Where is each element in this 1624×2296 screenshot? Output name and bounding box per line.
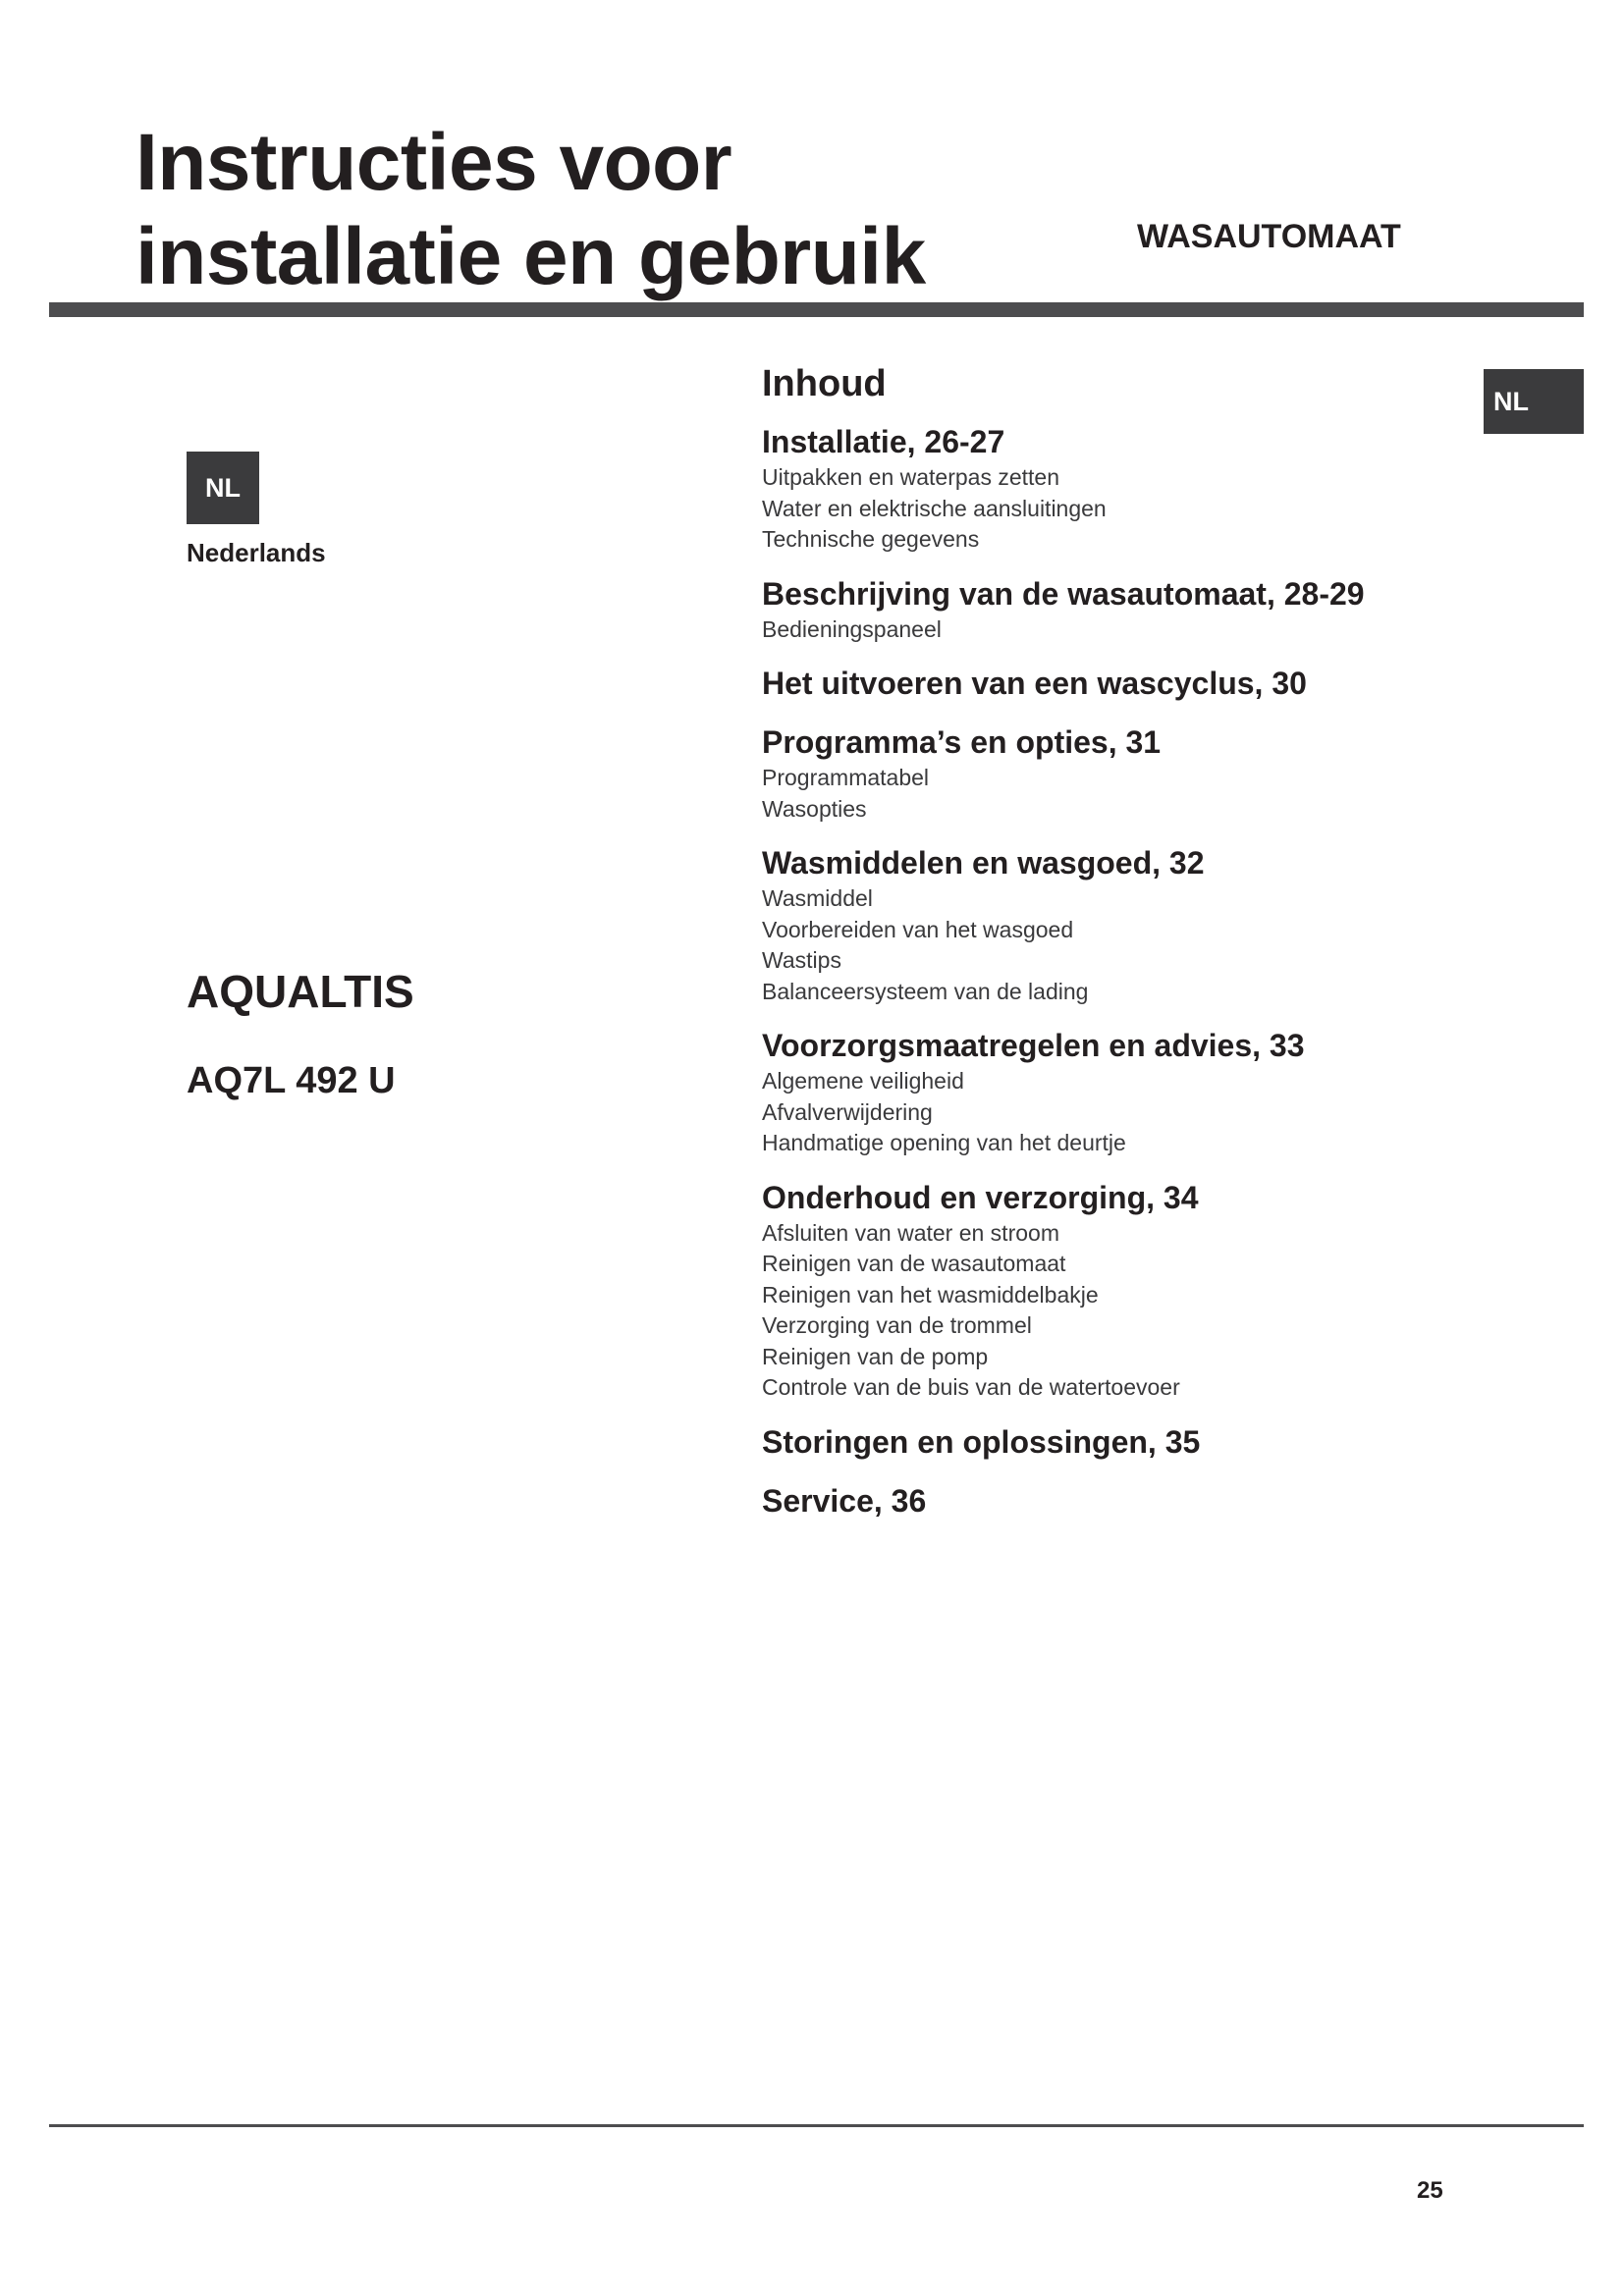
page-number: 25 xyxy=(1417,2177,1443,2204)
toc-section xyxy=(762,421,1449,556)
toc-section xyxy=(762,663,1449,704)
toc-sections xyxy=(762,421,1449,1522)
toc-section-title: Programma’s en opties, 31 xyxy=(762,724,1162,760)
toc-subitem: Handmatige opening van het deurtje xyxy=(762,1130,1126,1155)
toc-subitem: Wastips xyxy=(762,947,841,973)
toc-subitem: Uitpakken en waterpas zetten xyxy=(762,464,1060,490)
brand-name: AQUALTIS xyxy=(187,966,414,1017)
toc-subitem: Reinigen van de pomp xyxy=(762,1343,989,1369)
toc-section xyxy=(762,1480,1449,1522)
model-number: AQ7L 492 U xyxy=(187,1060,396,1101)
toc-subitem: Balanceersysteem van de lading xyxy=(762,978,1089,1004)
toc-subitem: Verzorging van de trommel xyxy=(762,1312,1032,1338)
language-tab: NL xyxy=(1484,369,1584,434)
toc-subitem: Afvalverwijdering xyxy=(762,1098,933,1125)
footer-divider xyxy=(49,2124,1584,2127)
title-line-2: installatie en gebruik xyxy=(135,212,926,301)
toc-subitem: Reinigen van de wasautomaat xyxy=(762,1251,1066,1276)
toc-subitem: Algemene veiligheid xyxy=(762,1068,964,1094)
toc-section xyxy=(762,573,1449,646)
header-divider xyxy=(49,302,1584,317)
toc-section-title: Service, 36 xyxy=(762,1482,927,1519)
toc-section xyxy=(762,1421,1449,1463)
toc-subitem: Technische gegevens xyxy=(762,526,980,552)
toc-section-title: Onderhoud en verzorging, 34 xyxy=(762,1179,1199,1215)
toc-subitem: Afsluiten van water en stroom xyxy=(762,1219,1059,1246)
toc-section xyxy=(762,842,1449,1007)
toc-section xyxy=(762,1025,1449,1159)
table-of-contents xyxy=(762,358,1449,1539)
toc-section xyxy=(762,1177,1449,1404)
toc-subitem: Wasmiddel xyxy=(762,885,873,911)
toc-subitem: Bedieningspaneel xyxy=(762,615,942,642)
toc-section-title: Het uitvoeren van een wascyclus, 30 xyxy=(762,666,1307,701)
toc-section-title: Storingen en oplossingen, 35 xyxy=(762,1423,1201,1460)
toc-heading: Inhoud xyxy=(762,363,887,404)
toc-subitem: Wasopties xyxy=(762,795,867,822)
toc-subitem: Voorbereiden van het wasgoed xyxy=(762,916,1074,942)
toc-section xyxy=(762,721,1449,825)
title-line-1: Instructies voor xyxy=(135,118,732,207)
language-label: Nederlands xyxy=(187,538,326,567)
toc-section-title: Wasmiddelen en wasgoed, 32 xyxy=(762,845,1205,881)
toc-section-title: Beschrijving van de wasautomaat, 28-29 xyxy=(762,575,1365,612)
toc-subitem: Controle van de buis van de watertoevoer xyxy=(762,1374,1180,1400)
toc-subitem: Water en elektrische aansluitingen xyxy=(762,495,1107,521)
toc-section-title: Voorzorgsmaatregelen en advies, 33 xyxy=(762,1028,1305,1063)
toc-subitem: Programmatabel xyxy=(762,765,930,790)
toc-subitem: Reinigen van het wasmiddelbakje xyxy=(762,1281,1099,1308)
toc-section-title: Installatie, 26-27 xyxy=(762,424,1005,459)
document-type: WASAUTOMAAT xyxy=(1137,218,1401,255)
language-badge: NL xyxy=(187,452,259,524)
